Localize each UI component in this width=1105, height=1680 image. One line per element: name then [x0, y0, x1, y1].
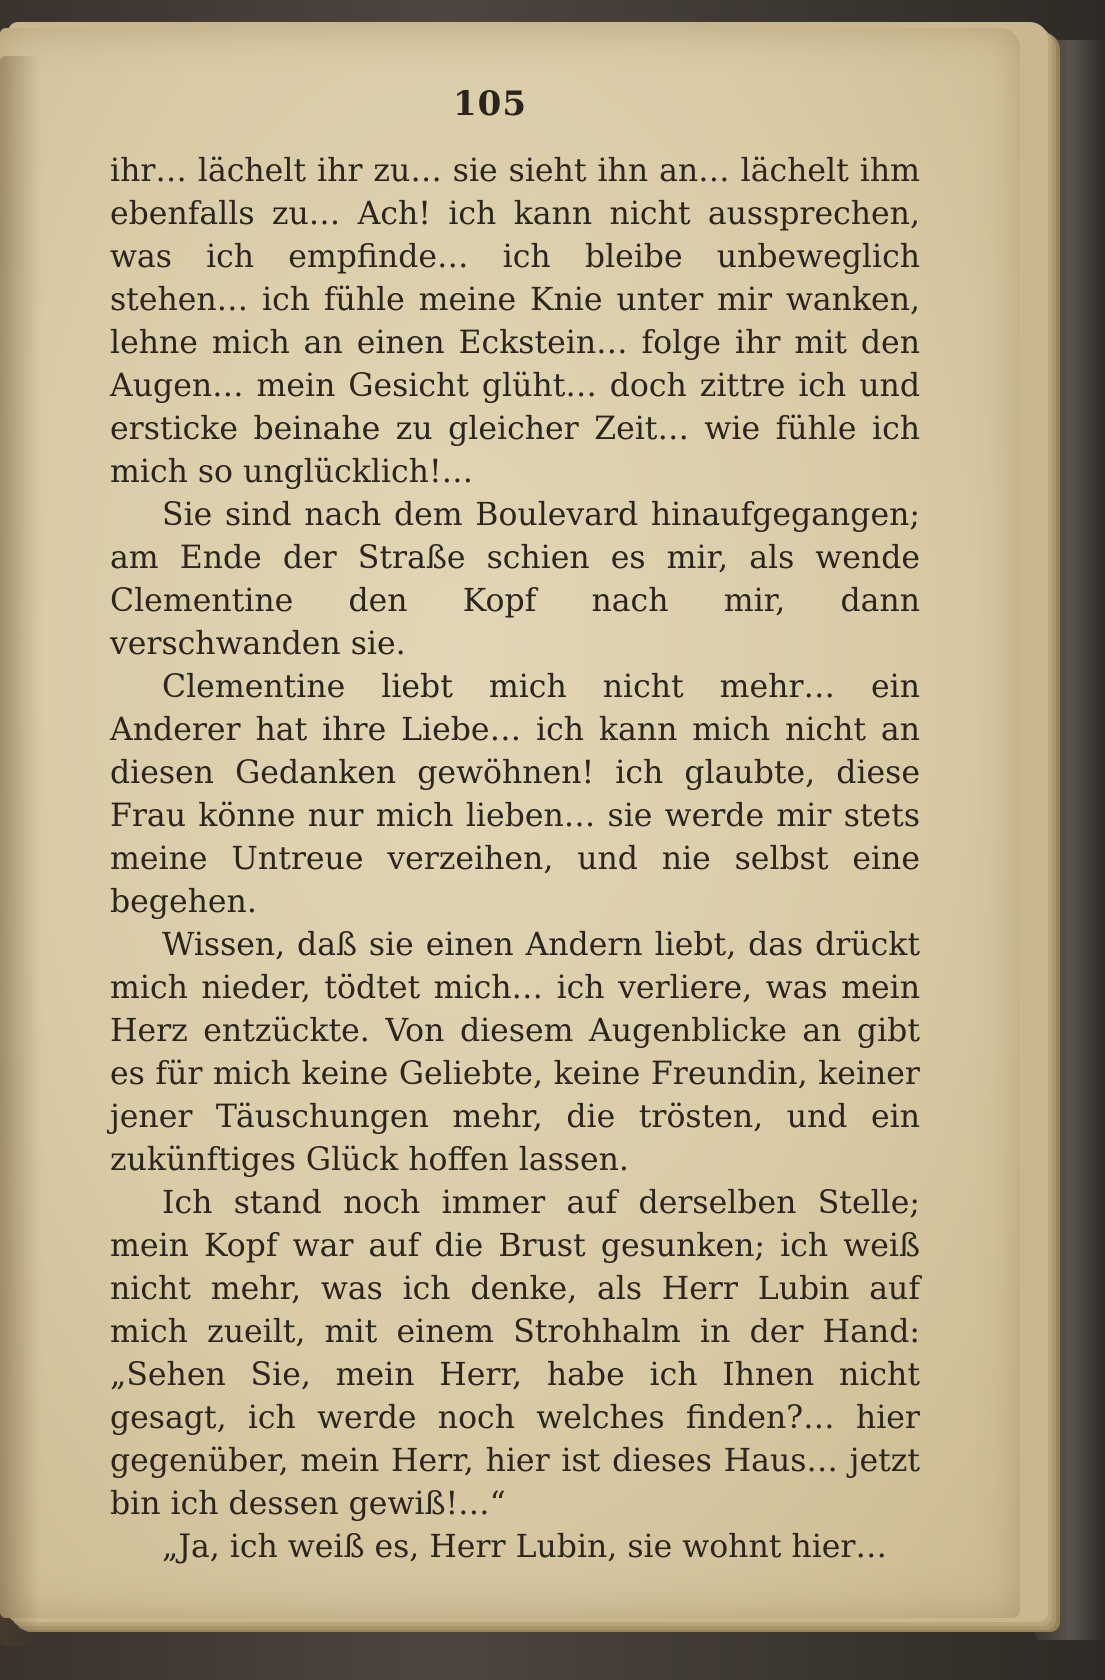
page-number: 105 [453, 84, 527, 124]
paragraph-6: „Ja, ich weiß es, Herr Lubin, sie wohnt hier… [162, 1529, 887, 1565]
paragraph-2: Sie sind nach dem Boulevard hinaufgegangen; am Ende der Straße schien es mir, als wende Clementine den Kopf nach mir, dann verschwanden sie. [110, 497, 920, 662]
paragraph-5: Ich stand noch immer auf derselben Stelle; mein Kopf war auf die Brust gesunken; ich weiß nicht mehr, was ich denke, als Herr Lubin auf mich zueilt, mit einem Strohhalm in der Hand: „Sehen Sie, mein Herr, habe ich Ihnen nicht gesagt, ich werde noch welches finden?… hier gegenüber, mein Herr, hier ist dieses Haus… jetzt bin ich dessen gewiß!…“ [110, 1185, 920, 1522]
page-text [110, 150, 920, 1569]
paragraph-1: ihr… lächelt ihr zu… sie sieht ihn an… lächelt ihm ebenfalls zu… Ach! ich kann nicht aussprechen, was ich empfinde… ich bleibe unbeweglich stehen… ich fühle meine Knie unter mir wanken, lehne mich an einen Eckstein… folge ihr mit den Augen… mein Gesicht glüht… doch zittre ich und ersticke beinahe zu gleicher Zeit… wie fühle ich mich so unglücklich!… [110, 153, 920, 490]
spine-shadow [0, 56, 40, 1646]
paragraph-3: Clementine liebt mich nicht mehr… ein Anderer hat ihre Liebe… ich kann mich nicht an diesen Gedanken gewöhnen! ich glaubte, diese Frau könne nur mich lieben… sie werde mir stets meine Untreue verzeihen, und nie selbst eine begehen. [110, 669, 920, 920]
paragraph-4: Wissen, daß sie einen Andern liebt, das drückt mich nieder, tödtet mich… ich verliere, was mein Herz entzückte. Von diesem Augenblicke an gibt es für mich keine Geliebte, keine Freundin, keiner jener Täuschungen mehr, die trösten, und ein zukünftiges Glück hoffen lassen. [110, 927, 920, 1178]
